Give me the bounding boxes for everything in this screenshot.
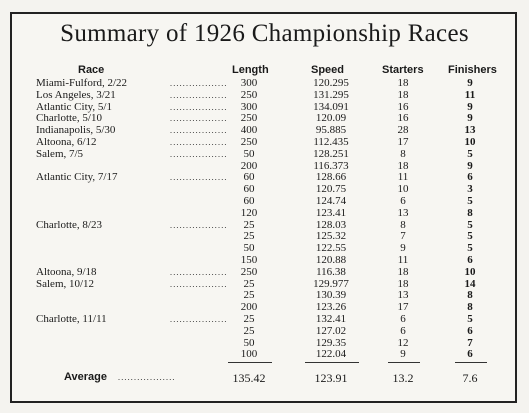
- race-name: Salem, 7/5: [36, 147, 84, 160]
- speed-total-rule: [305, 362, 359, 363]
- race-finishers: 8: [467, 206, 473, 219]
- race-speed: 129.35: [315, 336, 347, 349]
- table-row: [0, 231, 529, 243]
- race-length: 50: [243, 242, 255, 255]
- race-finishers: 9: [467, 159, 473, 172]
- header-speed: Speed: [311, 64, 345, 76]
- race-name: Atlantic City, 5/1: [36, 100, 112, 113]
- leader-dots: ..................: [170, 267, 228, 277]
- race-speed: 128.03: [315, 218, 347, 231]
- race-starters: 8: [400, 218, 406, 231]
- race-length: 50: [243, 147, 255, 160]
- race-length: 250: [240, 112, 258, 125]
- race-length: 25: [243, 289, 255, 302]
- race-name: Salem, 10/12: [36, 277, 95, 290]
- race-starters: 18: [397, 88, 409, 101]
- table-row: [0, 338, 529, 350]
- race-starters: 6: [400, 324, 406, 337]
- race-starters: 6: [400, 194, 406, 207]
- leader-dots: ..................: [170, 79, 228, 88]
- race-finishers: 9: [467, 77, 473, 89]
- race-finishers: 8: [467, 301, 473, 314]
- race-starters: 11: [397, 253, 409, 266]
- table-row: [0, 279, 529, 291]
- race-speed: 124.74: [315, 194, 347, 207]
- race-speed: 129.977: [313, 277, 349, 290]
- race-name: Altoona, 9/18: [36, 265, 97, 278]
- header-starters: Starters: [382, 64, 424, 76]
- race-name: Altoona, 6/12: [36, 135, 97, 148]
- header-race: Race: [78, 64, 105, 76]
- race-speed: 120.88: [315, 253, 347, 266]
- race-starters: 16: [397, 100, 409, 113]
- race-name: Miami-Fulford, 2/22: [36, 77, 128, 89]
- race-starters: 16: [397, 112, 409, 125]
- race-finishers: 6: [467, 171, 473, 184]
- race-starters: 28: [397, 124, 409, 137]
- leader-dots: ..................: [170, 137, 228, 147]
- race-starters: 6: [400, 312, 406, 325]
- race-starters: 11: [397, 171, 409, 184]
- race-speed: 123.41: [315, 206, 347, 219]
- race-name: Charlotte, 5/10: [36, 112, 102, 125]
- leader-dots: ..................: [170, 173, 228, 183]
- race-length: 120: [240, 206, 258, 219]
- table-row: [0, 137, 529, 149]
- race-name: Los Angeles, 3/21: [36, 88, 116, 101]
- leader-dots: ..................: [170, 90, 228, 100]
- race-speed: 112.435: [313, 135, 349, 148]
- race-starters: 10: [397, 183, 409, 196]
- race-finishers: 5: [467, 230, 473, 243]
- table-row: [0, 267, 529, 279]
- race-speed: 120.75: [315, 183, 347, 196]
- race-finishers: 6: [467, 253, 473, 266]
- average-starters: 13.2: [392, 371, 414, 385]
- race-name: Charlotte, 8/23: [36, 218, 102, 231]
- header-length: Length: [232, 64, 269, 76]
- race-finishers: 9: [467, 112, 473, 125]
- race-length: 250: [240, 88, 258, 101]
- race-finishers: 10: [464, 265, 476, 278]
- race-length: 150: [240, 253, 258, 266]
- average-length: 135.42: [232, 371, 266, 385]
- race-name: Indianapolis, 5/30: [36, 124, 116, 137]
- race-starters: 18: [397, 265, 409, 278]
- race-length: 250: [240, 135, 258, 148]
- race-length: 100: [240, 348, 258, 361]
- length-total-rule: [228, 362, 272, 363]
- table-row: [0, 172, 529, 184]
- race-name: Atlantic City, 7/17: [36, 171, 118, 184]
- race-starters: 18: [397, 77, 409, 89]
- race-speed: 116.373: [313, 159, 349, 172]
- race-length: 200: [240, 301, 258, 314]
- race-finishers: 6: [467, 348, 473, 361]
- race-finishers: 5: [467, 312, 473, 325]
- race-length: 300: [240, 77, 258, 89]
- race-starters: 17: [397, 301, 409, 314]
- race-length: 200: [240, 159, 258, 172]
- race-finishers: 14: [464, 277, 476, 290]
- starters-total-rule: [388, 362, 420, 363]
- race-finishers: 5: [467, 218, 473, 231]
- table-row: [0, 349, 529, 361]
- race-finishers: 7: [467, 336, 473, 349]
- race-length: 250: [240, 265, 258, 278]
- race-finishers: 8: [467, 289, 473, 302]
- average-finishers: 7.6: [462, 371, 478, 385]
- race-length: 25: [243, 218, 255, 231]
- race-name: Charlotte, 11/11: [36, 312, 107, 325]
- table-row: [0, 314, 529, 326]
- race-starters: 8: [400, 147, 406, 160]
- race-length: 25: [243, 312, 255, 325]
- race-length: 400: [240, 124, 258, 137]
- race-finishers: 6: [467, 324, 473, 337]
- race-starters: 17: [397, 135, 409, 148]
- table-row: [0, 196, 529, 208]
- race-length: 300: [240, 100, 258, 113]
- race-length: 25: [243, 277, 255, 290]
- leader-dots: ..................: [170, 279, 228, 289]
- average-speed: 123.91: [314, 371, 348, 385]
- race-rows: [0, 78, 529, 361]
- average-leader-dots: ..................: [118, 373, 176, 382]
- finishers-total-rule: [455, 362, 487, 363]
- race-speed: 127.02: [315, 324, 347, 337]
- race-speed: 128.66: [315, 171, 347, 184]
- leader-dots: ..................: [170, 314, 228, 324]
- race-starters: 18: [397, 277, 409, 290]
- race-finishers: 13: [464, 124, 476, 137]
- race-length: 50: [243, 336, 255, 349]
- race-speed: 125.32: [315, 230, 347, 243]
- race-starters: 13: [397, 206, 409, 219]
- race-speed: 131.295: [313, 88, 349, 101]
- race-starters: 18: [397, 159, 409, 172]
- race-speed: 123.26: [315, 301, 347, 314]
- table-row: [0, 326, 529, 338]
- race-length: 60: [243, 171, 255, 184]
- race-speed: 130.39: [315, 289, 347, 302]
- table-row: [0, 243, 529, 255]
- race-starters: 9: [400, 348, 406, 361]
- race-starters: 13: [397, 289, 409, 302]
- table-row: [0, 220, 529, 232]
- race-speed: 132.41: [315, 312, 347, 325]
- leader-dots: ..................: [170, 114, 228, 124]
- race-length: 25: [243, 230, 255, 243]
- table-row: [0, 149, 529, 161]
- race-speed: 95.885: [315, 124, 347, 137]
- race-speed: 128.251: [313, 147, 349, 160]
- leader-dots: ..................: [170, 126, 228, 136]
- leader-dots: ..................: [170, 220, 228, 230]
- race-length: 25: [243, 324, 255, 337]
- leader-dots: ..................: [170, 102, 228, 112]
- race-length: 60: [243, 183, 255, 196]
- table-row: [0, 255, 529, 267]
- race-finishers: 11: [464, 88, 476, 101]
- race-finishers: 10: [464, 135, 476, 148]
- race-length: 60: [243, 194, 255, 207]
- table-row: [0, 184, 529, 196]
- race-speed: 134.091: [313, 100, 349, 113]
- average-label: Average: [64, 371, 108, 383]
- leader-dots: ..................: [170, 149, 228, 159]
- race-speed: 122.55: [315, 242, 347, 255]
- race-starters: 12: [397, 336, 409, 349]
- table-row: [0, 290, 529, 302]
- race-starters: 7: [400, 230, 406, 243]
- race-speed: 122.04: [315, 348, 347, 361]
- race-finishers: 3: [467, 183, 473, 196]
- table-title: Summary of 1926 Championship Races: [60, 20, 469, 47]
- race-finishers: 9: [467, 100, 473, 113]
- race-finishers: 5: [467, 194, 473, 207]
- table-row: [0, 90, 529, 102]
- race-finishers: 5: [467, 147, 473, 160]
- table-row: [0, 208, 529, 220]
- race-speed: 120.09: [315, 112, 347, 125]
- race-speed: 116.38: [316, 265, 346, 278]
- race-finishers: 5: [467, 242, 473, 255]
- header-finishers: Finishers: [448, 64, 497, 76]
- race-starters: 9: [400, 242, 406, 255]
- race-speed: 120.295: [313, 77, 349, 89]
